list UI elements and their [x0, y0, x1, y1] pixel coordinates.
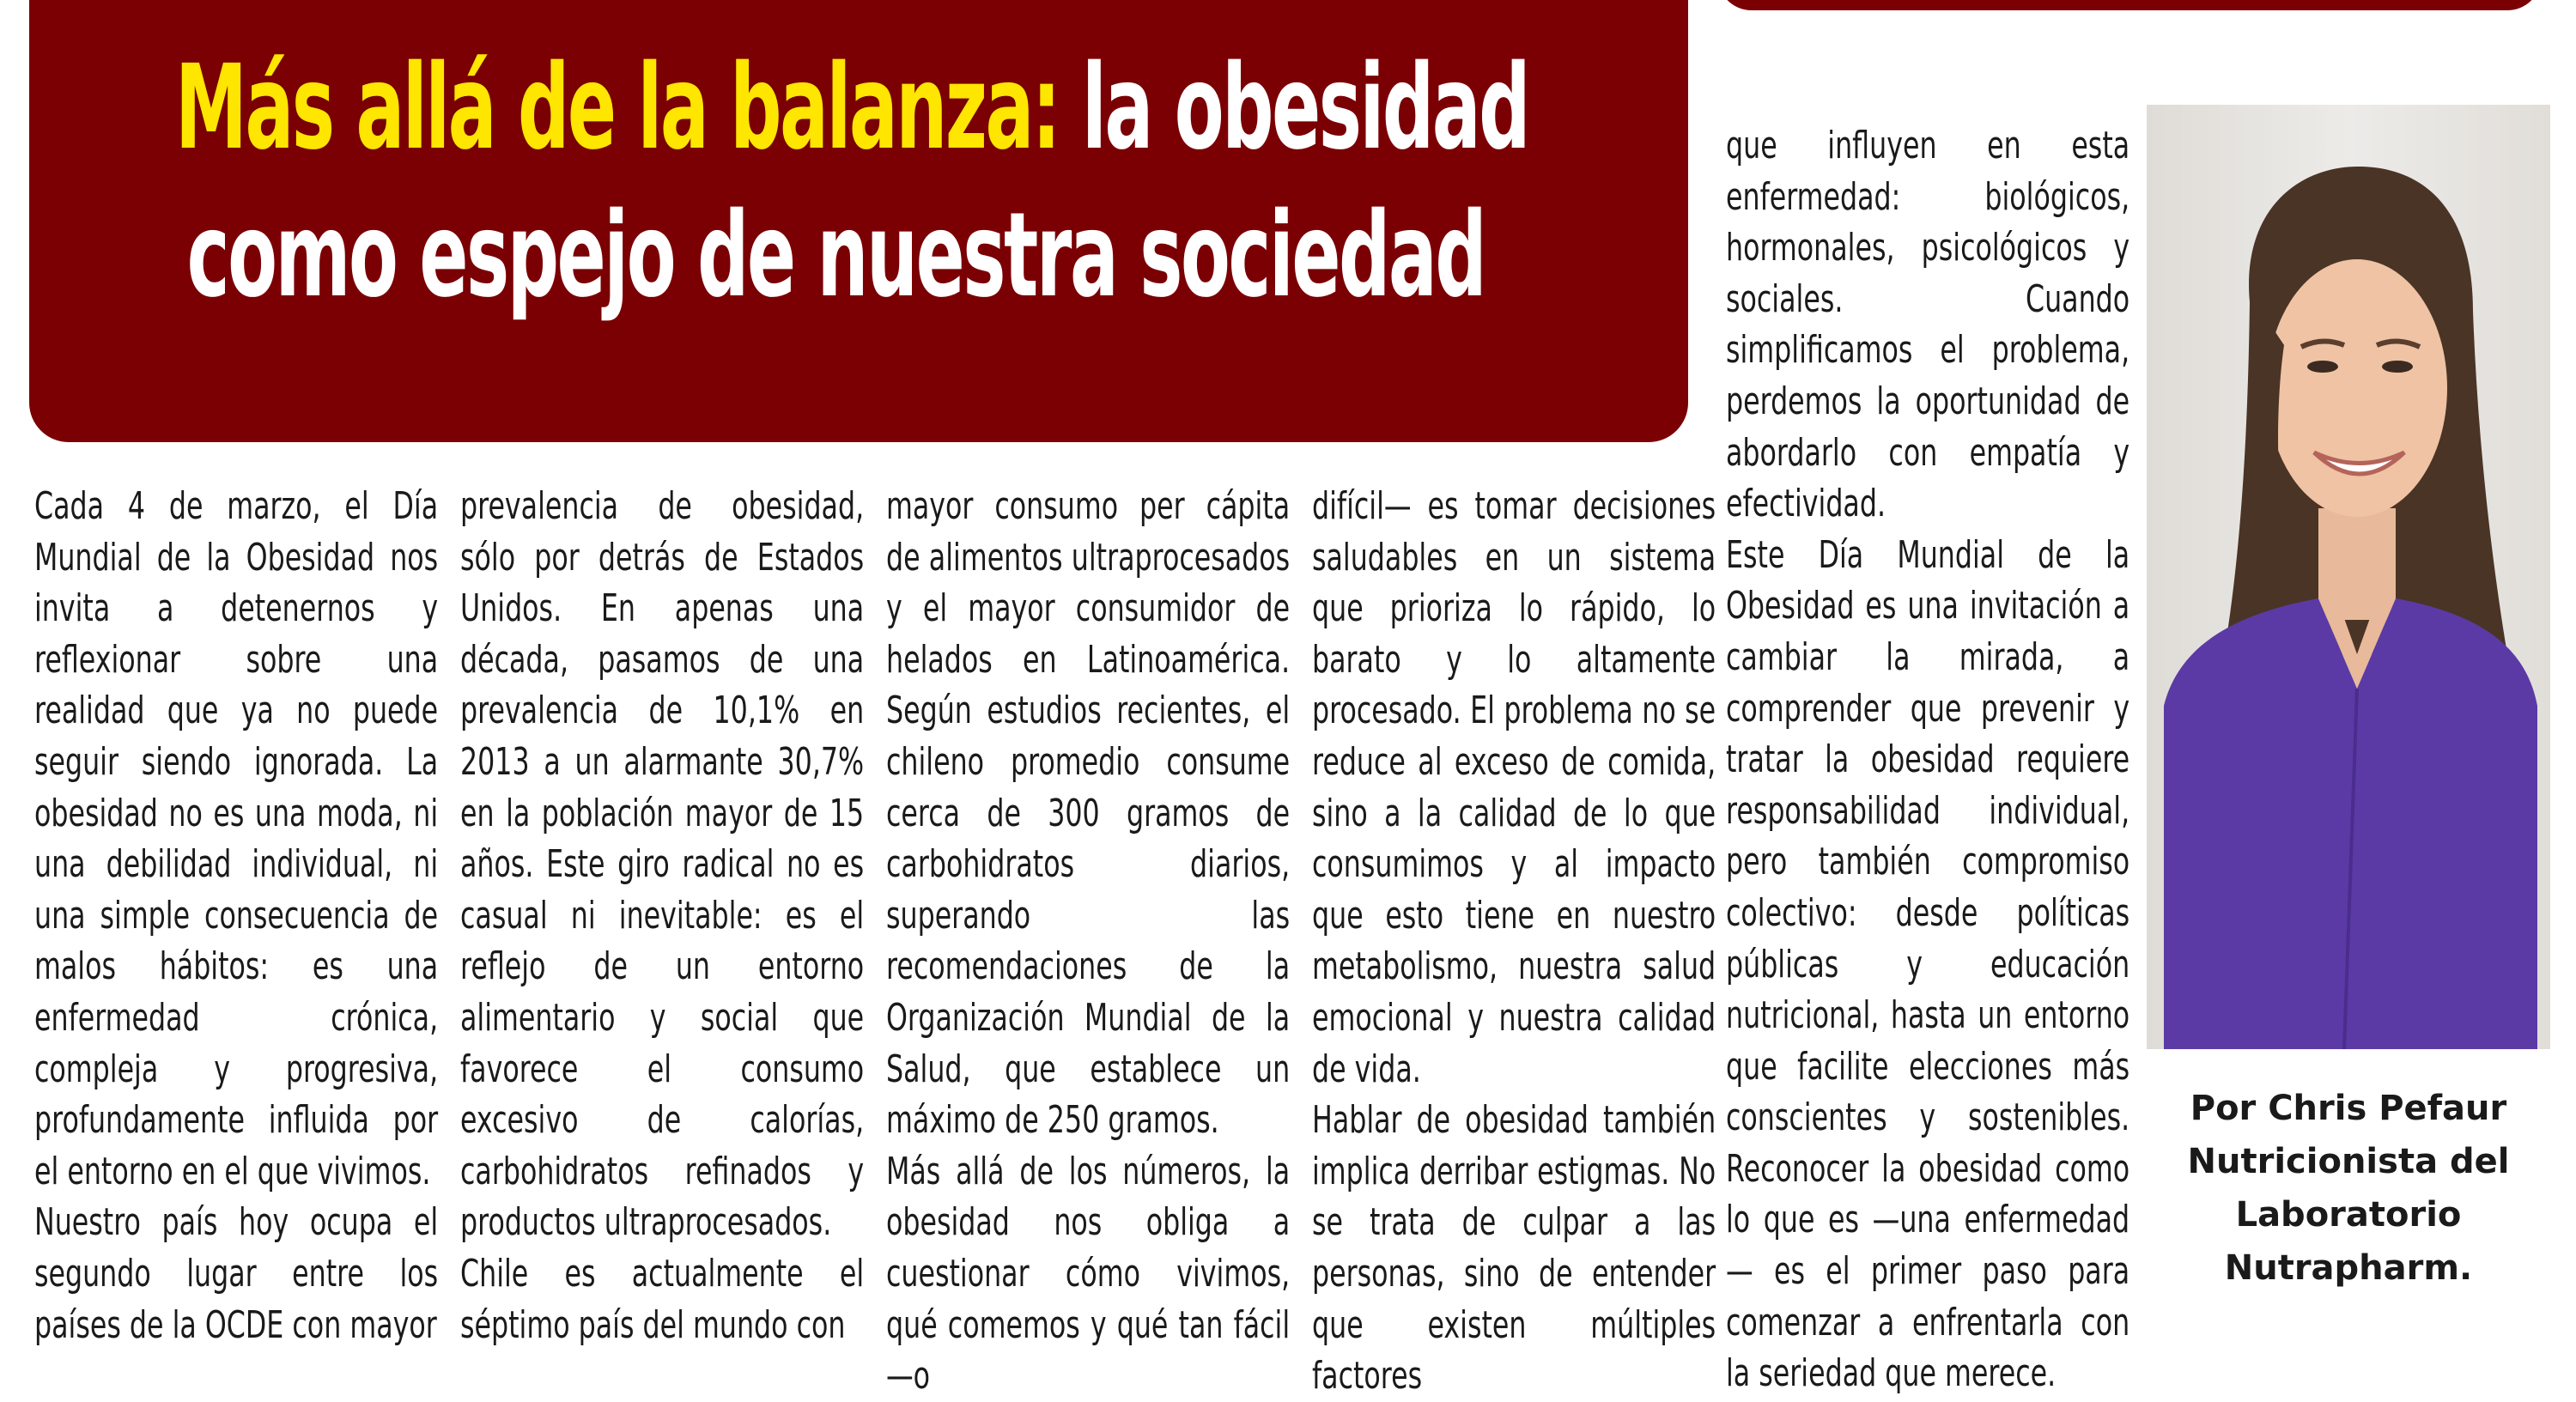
headline-line1-rest: la obesidad [1059, 40, 1529, 176]
paragraph: Este Día Mundial de la Obesidad es una invitación a cambiar la mirada, a comprender que prevenir y tratar la obesidad requiere responsabilidad individual, pero también compromiso colectivo: desde políticas públicas y educación nutricional, hasta un entorno que facilite elecciones más conscientes y sostenibles. Reconocer la obesidad como lo que es —una enfermedad— es el primer paso para comenzar a enfrentarla con la seriedad que merece. [1726, 532, 2130, 1396]
paragraph: Nuestro país hoy ocupa el segundo lugar entre los países de la OCDE con mayor [34, 1200, 439, 1347]
paragraph: Cada 4 de marzo, el Día Mundial de la Obesidad nos invita a detenernos y reflexionar sobre una realidad que ya no puede seguir siendo ignorada. La obesidad no es una moda, ni una debilidad individual, ni una simple consecuencia de malos hábitos: es una enfermedad crónica, compleja y progresiva, profundamente influida por el entorno en el que vivimos. [34, 484, 439, 1193]
paragraph: que influyen en esta enfermedad: biológicos, hormonales, psicológicos y sociales. Cuando simplificamos el problema, perdemos la oportunidad de abordarlo con empatía y efectividad. [1726, 124, 2130, 526]
headline-banner [29, 0, 1688, 442]
article-column-1 [34, 481, 438, 1350]
author-caption [2138, 1082, 2559, 1295]
paragraph: mayor consumo per cápita de alimentos ultraprocesados y el mayor consumidor de helados en Latinoamérica. Según estudios recientes, el chileno promedio consume cerca de 300 gramos de carbohidratos diarios, superando las recomendaciones de la Organización Mundial de la Salud, que establece un máximo de 250 gramos. [886, 484, 1291, 1143]
paragraph: Chile es actualmente el séptimo país del mundo con [460, 1251, 865, 1347]
author-photo [2147, 105, 2550, 1049]
author-title: Nutricionista del Laboratorio Nutrapharm. [2187, 1142, 2510, 1288]
paragraph: Más allá de los números, la obesidad nos obliga a cuestionar cómo vivimos, qué comemos y qué tan fácil —o [886, 1149, 1291, 1399]
headline [175, 34, 1613, 330]
paragraph: Hablar de obesidad también implica derribar estigmas. No se trata de culpar a las personas, sino de entender que existen múltiples factores [1312, 1098, 1716, 1399]
article-column-3 [886, 481, 1290, 1402]
paragraph: difícil— es tomar decisiones saludables en un sistema que prioriza lo rápido, lo barato y lo altamente procesado. El problema no se reduce al exceso de comida, sino a la calidad de lo que consumimos y al impacto que esto tiene en nuestro metabolismo, nuestra salud emocional y nuestra calidad de vida. [1312, 484, 1716, 1091]
article-column-2 [460, 481, 864, 1350]
top-decorative-strip [1717, 0, 2542, 10]
headline-line2: como espejo de nuestra sociedad [186, 188, 1485, 324]
paragraph: prevalencia de obesidad, sólo por detrás de Estados Unidos. En apenas una década, pasamos de una prevalencia de 10,1% en 2013 a un alarmante 30,7% en la población mayor de 15 años. Este giro radical no es casual ni inevitable: es el reflejo de un entorno alimentario y social que favorece el consumo excesivo de calorías, carbohidratos refinados y productos ultraprocesados. [460, 484, 865, 1245]
author-name: Por Chris Pefaur [2190, 1089, 2507, 1128]
headline-highlight: Más allá de la balanza: [175, 40, 1060, 176]
article-column-5 [1726, 120, 2129, 1399]
article-column-4 [1312, 481, 1716, 1402]
